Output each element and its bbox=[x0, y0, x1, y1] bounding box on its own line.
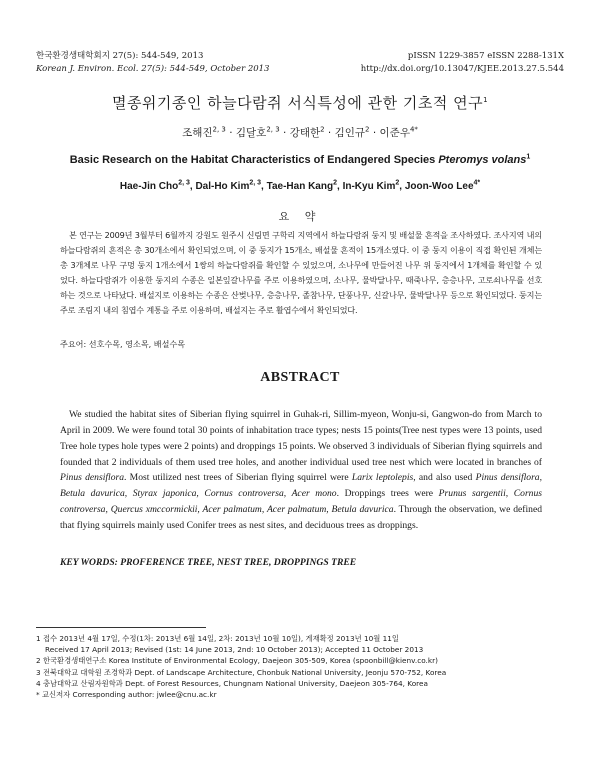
author-en: Joon-Woo Lee bbox=[404, 181, 474, 192]
footnote-affiliation: 3 전북대학교 대학원 조경학과 Dept. of Landscape Architecture, Chonbuk National University, Jeonju 570-752, Korea bbox=[36, 667, 447, 677]
journal-citation bbox=[36, 50, 269, 76]
footnote-received-en: Received 17 April 2013; Revised (1st: 14 June 2013, 2nd: 10 October 2013); Accepted 11 October 2013 bbox=[45, 645, 424, 655]
doi-link[interactable]: http://dx.doi.org/10.13047/KJEE.2013.27.5.544 bbox=[360, 64, 564, 74]
title-english bbox=[0, 154, 600, 166]
title-english-footnote-mark: 1 bbox=[526, 153, 531, 161]
abstract-en-species: Larix leptolepis bbox=[351, 472, 414, 484]
keywords-english: KEY WORDS: PROFERENCE TREE, NEST TREE, DROPPINGS TREE bbox=[60, 557, 357, 568]
issn-doi-block bbox=[361, 50, 564, 76]
author-en: Dal-Ho Kim bbox=[195, 181, 250, 192]
footnote-divider bbox=[36, 627, 206, 628]
page-header bbox=[36, 50, 564, 80]
footnote-corresponding-author: * 교신저자 Corresponding author: jwlee@cnu.ac.kr bbox=[36, 690, 217, 700]
title-korean-footnote-mark: 1 bbox=[483, 96, 489, 104]
author-en-affil: 4* bbox=[473, 179, 481, 187]
author-en-affil: 2, 3 bbox=[249, 179, 262, 187]
author-ko: 이준우 bbox=[379, 127, 410, 139]
abstract-korean-heading: 요 약 bbox=[278, 210, 322, 223]
author-ko: 김인규 bbox=[334, 127, 366, 139]
abstract-english-heading: ABSTRACT bbox=[260, 370, 340, 385]
author-ko-affil: 4* bbox=[409, 125, 418, 134]
journal-name-en: Korean J. Environ. Ecol. 27(5): 544-549, October 2013 bbox=[36, 64, 270, 74]
author-ko: 강태한 bbox=[289, 127, 321, 139]
author-en: Tae-Han Kang bbox=[266, 181, 334, 192]
keywords-korean: 주요어: 선호수목, 영소목, 배설수목 bbox=[60, 339, 186, 349]
footnote-affiliation: 4 충남대학교 산림자원학과 Dept. of Forest Resources, Chungnam National University, Daejeon 305-764, Korea bbox=[36, 678, 428, 688]
title-english-species: Pteromys volans bbox=[438, 154, 527, 166]
author-ko-affil: 2 bbox=[365, 125, 370, 134]
author-en-affil: 2 bbox=[333, 179, 337, 187]
journal-name-ko: 한국환경생태학회지 27(5): 544-549, 2013 bbox=[36, 51, 204, 61]
issn: pISSN 1229-3857 eISSN 2288-131X bbox=[407, 51, 564, 61]
abstract-en-species: Prunus sargentii, Cornus controversa, Quercus xmccormickii, Acer palmatum, Acer palmatum, Betula davurica bbox=[60, 488, 542, 516]
abstract-en-segment: . Through the observation, we defined that flying squirrels mainly used Conifer trees as nest sites, and deciduous trees as droppings. bbox=[60, 504, 542, 531]
title-korean bbox=[0, 92, 600, 113]
footnotes bbox=[36, 633, 564, 700]
abstract-en-segment: . Droppings trees were bbox=[336, 488, 439, 500]
author-ko-affil: 2, 3 bbox=[212, 125, 226, 134]
authors-korean: 조해진$^{2, 3}$ · 김달호$^{2, 3}$ · 강태한$^2$ · 김인규$^2$ · 이준우$^{4*}$ bbox=[182, 125, 418, 139]
abstract-english-body bbox=[60, 407, 542, 534]
author-en: Hae-Jin Cho bbox=[119, 181, 179, 192]
author-ko-affil: 2 bbox=[320, 125, 325, 134]
footnote-affiliation: 2 한국환경생태연구소 Korea Institute of Environmental Ecology, Daejeon 305-509, Korea (spoonbill@kienv.co.kr) bbox=[36, 656, 438, 666]
title-english-text: Basic Research on the Habitat Characteristics of Endangered Species bbox=[69, 154, 439, 166]
author-en-affil: 2, 3 bbox=[178, 179, 190, 187]
author-en-affil: 2 bbox=[395, 179, 400, 187]
abstract-en-segment: . Most utilized nest trees of Siberian flying squirrel were bbox=[124, 472, 352, 484]
authors-english: Hae-Jin Cho$^{2, 3}$, Dal-Ho Kim$^{2, 3}$, Tae-Han Kang$^2$, In-Kyu Kim$^2$, Joon-Woo Lee$^{4*}$ bbox=[119, 179, 481, 192]
author-en: In-Kyu Kim bbox=[342, 181, 396, 192]
title-korean-text: 멸종위기종인 하늘다람쥐 서식특성에 관한 기초적 연구 bbox=[111, 94, 484, 112]
footnote-received: 1 접수 2013년 4월 17일, 수정(1차: 2013년 6월 14일, 2차: 2013년 10월 10일), 게재확정 2013년 10월 11일 bbox=[36, 634, 399, 643]
abstract-en-species: Pinus densiflora, Betula davurica, Styrax japonica, Cornus controversa, Acer mono bbox=[60, 472, 542, 500]
abstract-en-species: Pinus densiflora bbox=[60, 472, 125, 484]
author-ko-affil: 2, 3 bbox=[266, 125, 280, 134]
abstract-en-segment: We studied the habitat sites of Siberian flying squirrel in Guhak-ri, Sillim-myeon, Wonju-si, Gangwon-do from March to April in 2009. We were found total 30 points of inhabitation trace types; nests 15 points(Tree nest types were 13 points, used Tree hole types hole types were 2 points) and droppings 15 points. We observed 3 individuals of Siberian flying squirrels and founded that 2 individuals of them used tree holes, and another individual used tree nest which were located in branches of bbox=[60, 409, 542, 468]
abstract-korean-body: 본 연구는 2009년 3월부터 6월까지 강원도 원주시 신림면 구학리 지역에서 하늘다람쥐 둥지 및 배설물 흔적을 조사하였다. 조사지역 내의 하늘다람쥐의 흔적은 총 30개소에서 확인되었으며, 이 중 둥지가 15개소, 배설물 흔적이 15개소였다. 이 중 둥지 이용이 직접 확인된 개체는 총 3개체로 나무 구멍 둥지 1개소에서 1쌍의 하늘다람쥐를 확인할 수 있었으며, 소나무에 만들어진 나무 위 둥지에서 1개체를 확인할 수 있었다. 하늘다람쥐가 이용한 둥지의 수종은 일본잎갈나무를 주로 이용하였으며, 소나무, 물박달나무, 때죽나무, 층층나무, 고로쇠나무를 선호하는 것으로 나타났다. 배설지로 이용하는 수종은 산벚나무, 층층나무, 졸참나무, 단풍나무, 신갈나무, 물박달나무 등으로 확인되었다. 둥지는 주로 조림지 내의 침엽수 계통을 주로 이용하며, 배설지는 주로 활엽수에서 확인되었다. bbox=[60, 230, 542, 315]
abstract-en-segment: , and also used bbox=[413, 472, 476, 484]
author-ko: 김달호 bbox=[235, 127, 267, 139]
author-ko: 조해진 bbox=[182, 127, 213, 139]
